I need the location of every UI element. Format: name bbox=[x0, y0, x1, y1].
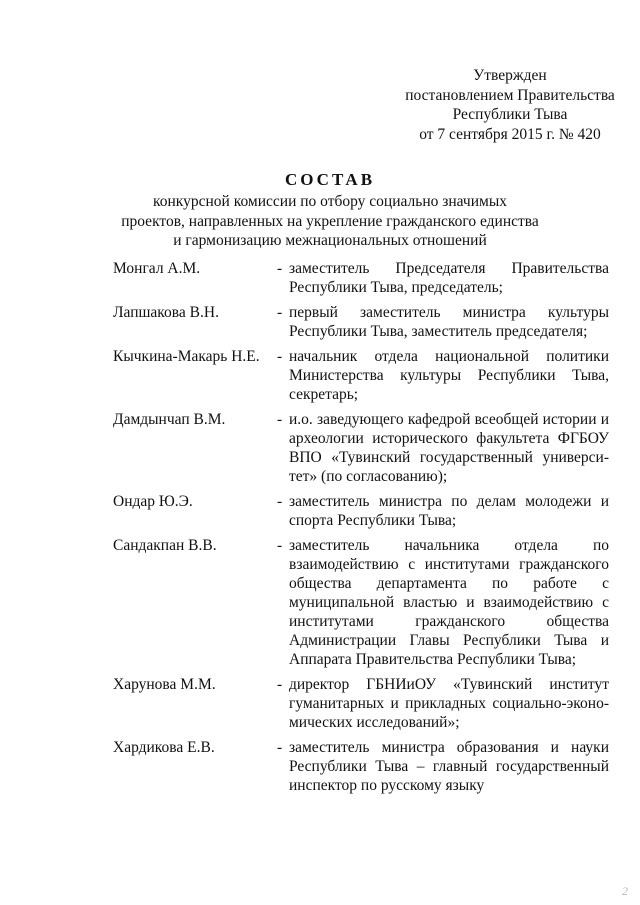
member-role-line: заместитель министра образования и науки bbox=[289, 739, 609, 756]
member-row bbox=[113, 675, 613, 732]
member-role-line: институтами гражданского общества bbox=[289, 613, 609, 630]
subtitle-line-3: и гармонизацию межнациональных отношений bbox=[173, 232, 487, 249]
member-role-line: Министерства культуры Республики Тыва, bbox=[289, 367, 609, 384]
member-role bbox=[289, 738, 609, 795]
document-title: СОСТАВ bbox=[284, 170, 376, 189]
member-role bbox=[289, 347, 609, 404]
member-role-line: муниципальной властью и взаимодействию с bbox=[289, 594, 609, 611]
subtitle-line-2: проектов, направленных на укрепление гражданского единства bbox=[121, 212, 539, 230]
member-role-line: начальник отдела национальной политики bbox=[289, 348, 609, 365]
member-role-line: первый заместитель министра культуры bbox=[289, 304, 609, 321]
member-dash: - bbox=[277, 493, 283, 510]
member-role-line: и.о. заведующего кафедрой всеобщей истории и bbox=[289, 411, 609, 428]
member-role bbox=[289, 536, 609, 669]
approval-line-4: от 7 сентября 2015 г. № 420 bbox=[419, 125, 601, 143]
member-role-line: Администрации Главы Республики Тыва и bbox=[289, 632, 609, 649]
member-role-line: Республики Тыва, председатель; bbox=[289, 279, 503, 296]
member-role-line: мических исследований»; bbox=[289, 714, 460, 731]
member-role bbox=[289, 410, 609, 486]
member-dash: - bbox=[277, 348, 283, 365]
corner-mark: 2 bbox=[622, 884, 628, 898]
member-name: Монгал А.М. bbox=[113, 260, 201, 277]
members-list bbox=[113, 259, 613, 801]
member-role bbox=[289, 492, 609, 530]
member-role bbox=[289, 303, 609, 341]
member-role-line: гуманитарных и прикладных социально-эконо- bbox=[289, 695, 609, 712]
approval-line-2: постановлением Правительства bbox=[405, 86, 615, 104]
member-dash: - bbox=[277, 739, 283, 756]
member-role-line: заместитель начальника отдела по bbox=[289, 537, 609, 554]
member-row bbox=[113, 347, 613, 404]
member-role-line: инспектор по русскому языку bbox=[289, 777, 485, 794]
member-role-line: заместитель Председателя Правительства bbox=[289, 260, 609, 277]
member-dash: - bbox=[277, 537, 283, 554]
subtitle-line-1: конкурсной комиссии по отбору социально значимых bbox=[153, 193, 507, 210]
member-name: Харунова М.М. bbox=[113, 676, 216, 693]
member-name: Кычкина-Макарь Н.Е. bbox=[113, 348, 260, 365]
member-row bbox=[113, 492, 613, 530]
member-role-line: Республики Тыва – главный государственный bbox=[289, 758, 609, 775]
member-role-line: спорта Республики Тыва; bbox=[289, 512, 457, 529]
member-role-line: ВПО «Тувинский государственный универси- bbox=[289, 449, 609, 466]
member-name: Ондар Ю.Э. bbox=[113, 493, 193, 510]
member-role-line: археологии исторического факультета ФГБОУ bbox=[289, 430, 609, 447]
member-dash: - bbox=[277, 411, 283, 428]
member-name: Лапшакова В.Н. bbox=[113, 304, 219, 321]
member-role-line: тет» (по согласованию); bbox=[289, 468, 448, 485]
member-role-line: директор ГБНИиОУ «Тувинский институт bbox=[289, 676, 609, 693]
member-row bbox=[113, 410, 613, 486]
member-row bbox=[113, 738, 613, 795]
member-role-line: Аппарата Правительства Республики Тыва; bbox=[289, 651, 577, 668]
member-role bbox=[289, 259, 609, 297]
member-row bbox=[113, 303, 613, 341]
approval-line-1: Утвержден bbox=[473, 67, 547, 84]
approval-line-3: Республики Тыва bbox=[452, 106, 568, 123]
member-name: Дамдынчап В.М. bbox=[113, 411, 226, 428]
member-name: Хардикова Е.В. bbox=[113, 739, 215, 756]
member-row bbox=[113, 259, 613, 297]
approval-stamp bbox=[400, 66, 620, 144]
member-role bbox=[289, 675, 609, 732]
member-dash: - bbox=[277, 304, 283, 321]
member-role-line: секретарь; bbox=[289, 386, 359, 403]
member-role-line: общества департамента по работе с bbox=[289, 575, 609, 592]
member-dash: - bbox=[277, 260, 283, 277]
member-dash: - bbox=[277, 676, 283, 693]
member-row bbox=[113, 536, 613, 669]
member-role-line: Республики Тыва, заместитель председателя; bbox=[289, 323, 588, 340]
member-role-line: заместитель министра по делам молодежи и bbox=[289, 493, 609, 510]
member-name: Сандакпан В.В. bbox=[113, 537, 217, 554]
member-role-line: взаимодействию с институтами гражданского bbox=[289, 556, 609, 573]
document-subtitle bbox=[90, 192, 570, 251]
